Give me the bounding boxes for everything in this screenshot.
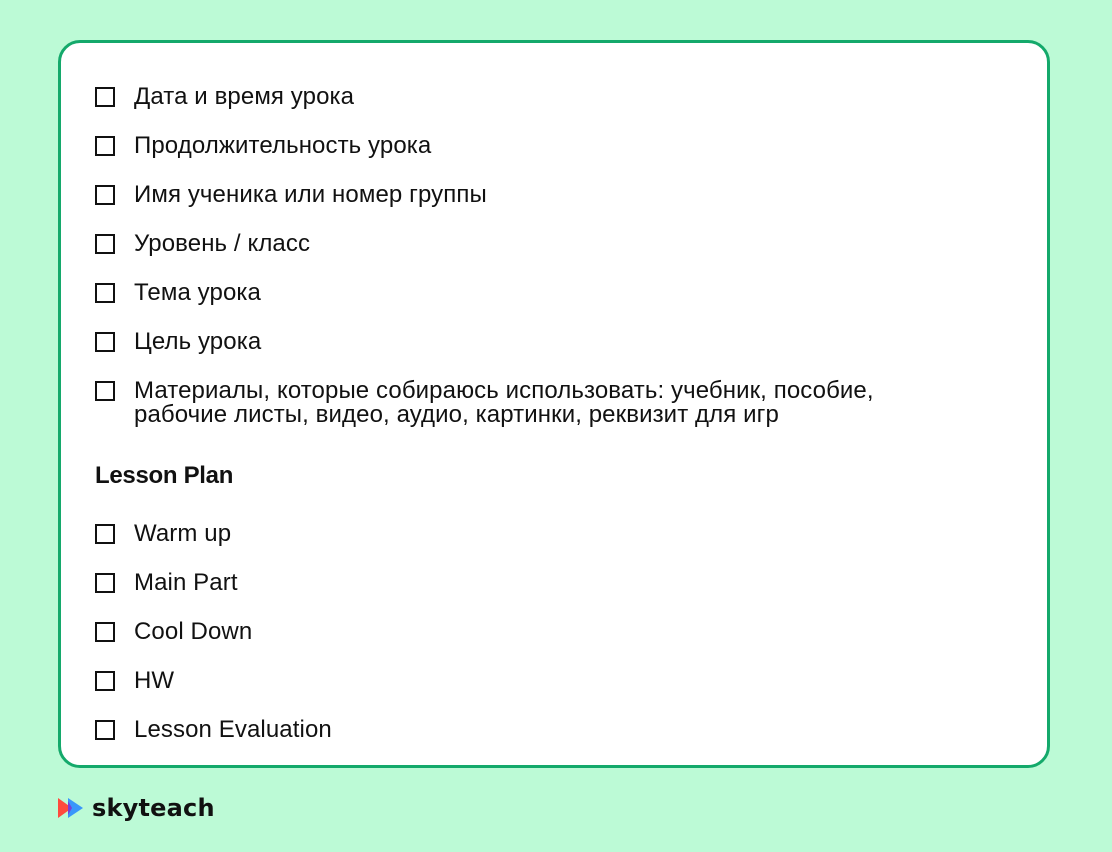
checklist-item-duration[interactable]	[95, 134, 954, 158]
brand-logo	[56, 794, 215, 822]
lesson-plan-item-cool-down[interactable]	[95, 620, 954, 644]
checklist-item-label: Цель урока	[134, 328, 262, 355]
checkbox[interactable]	[95, 671, 115, 691]
checklist-item-date-time[interactable]	[95, 85, 954, 109]
checkbox[interactable]	[95, 622, 115, 642]
lesson-plan-item-label: Cool Down	[134, 618, 253, 645]
lesson-plan-item-label: Main Part	[134, 569, 238, 596]
checklist-item-label: Продолжительность урока	[134, 132, 432, 159]
lesson-plan-item-main-part[interactable]	[95, 571, 954, 595]
checkbox[interactable]	[95, 573, 115, 593]
checkbox[interactable]	[95, 87, 115, 107]
checklist-item-student-group[interactable]	[95, 183, 954, 207]
checklist-item-materials[interactable]	[95, 379, 954, 427]
checkbox[interactable]	[95, 332, 115, 352]
checklist-item-label: Тема урока	[134, 279, 261, 306]
checkbox[interactable]	[95, 720, 115, 740]
checkbox[interactable]	[95, 381, 115, 401]
lesson-plan-item-evaluation[interactable]	[95, 718, 954, 742]
lesson-plan-item-label: Warm up	[134, 520, 232, 547]
checkbox[interactable]	[95, 185, 115, 205]
checkbox[interactable]	[95, 136, 115, 156]
checklist-item-level[interactable]	[95, 232, 954, 256]
checklist-item-goal[interactable]	[95, 330, 954, 354]
checkbox[interactable]	[95, 234, 115, 254]
lesson-plan-item-hw[interactable]	[95, 669, 954, 693]
section-title-lesson-plan: Lesson Plan	[95, 462, 234, 489]
lesson-plan-item-label: HW	[134, 667, 175, 694]
lesson-plan-item-label: Lesson Evaluation	[134, 716, 332, 743]
brand-name: skyteach	[92, 794, 215, 822]
checklist-card	[58, 40, 1050, 768]
checklist-item-label: Уровень / класс	[134, 230, 311, 257]
checklist-item-topic[interactable]	[95, 281, 954, 305]
checklist-item-label: Имя ученика или номер группы	[134, 181, 487, 208]
skyteach-logo-icon	[56, 794, 88, 822]
lesson-plan-item-warm-up[interactable]	[95, 522, 954, 546]
checklist-item-label: Дата и время урока	[134, 83, 355, 110]
checklist-item-label: Материалы, которые собираюсь использовать: учебник, пособие, рабочие листы, видео, аудио, картинки, реквизит для игр	[134, 377, 874, 428]
checkbox[interactable]	[95, 283, 115, 303]
checkbox[interactable]	[95, 524, 115, 544]
